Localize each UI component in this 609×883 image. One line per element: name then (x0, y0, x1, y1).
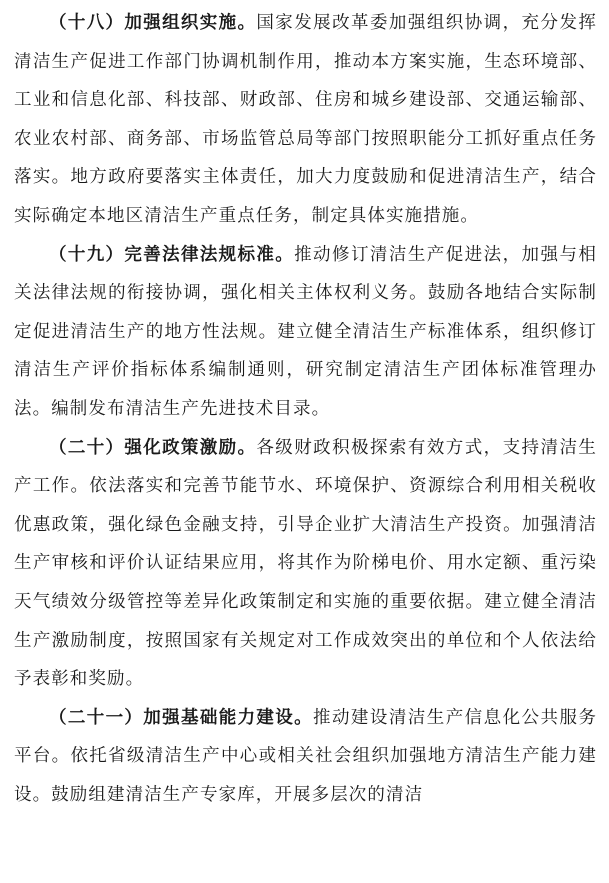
paragraph-heading: （二十一）加强基础能力建设。 (49, 707, 313, 728)
paragraph-body: 国家发展改革委加强组织协调，充分发挥清洁生产促进工作部门协调机制作用，推动本方案实施，生态环境部、工业和信息化部、科技部、财政部、住房和城乡建设部、交通运输部、农业农村部、商务部、市场监管总局等部门按照职能分工抓好重点任务落实。地方政府要落实主体责任，加大力度鼓励和促进清洁生产，结合实际确定本地区清洁生产重点任务，制定具体实施措施。 (14, 13, 597, 226)
document-page (0, 4, 609, 883)
paragraph-19 (0, 236, 609, 429)
paragraph-body: 推动建设清洁生产信息化公共服务平台。依托省级清洁生产中心或相关社会组织加强地方清洁生产能力建设。鼓励组建清洁生产专家库，开展多层次的清洁 (14, 707, 597, 805)
paragraph-heading: （十九）完善法律法规标准。 (49, 244, 295, 265)
paragraph-heading: （十八）加强组织实施。 (49, 13, 257, 33)
paragraph-body: 推动修订清洁生产促进法，加强与相关法律法规的衔接协调，强化相关主体权利义务。鼓励各地结合实际制定促进清洁生产的地方性法规。建立健全清洁生产标准体系，组织修订清洁生产评价指标体系编制通则，研究制定清洁生产团体标准管理办法。编制发布清洁生产先进技术目录。 (14, 244, 597, 419)
paragraph-body: 各级财政积极探索有效方式，支持清洁生产工作。依法落实和完善节能节水、环境保护、资源综合利用相关税收优惠政策，强化绿色金融支持，引导企业扩大清洁生产投资。加强清洁生产审核和评价认证结果应用，将其作为阶梯电价、用水定额、重污染天气绩效分级管控等差异化政策制定和实施的重要依据。建立健全清洁生产激励制度，按照国家有关规定对工作成效突出的单位和个人依法给予表彰和奖励。 (14, 437, 597, 690)
paragraph-18 (0, 4, 609, 236)
paragraph-20 (0, 429, 609, 699)
paragraph-21 (0, 699, 609, 815)
paragraph-heading: （二十）强化政策激励。 (49, 437, 257, 458)
